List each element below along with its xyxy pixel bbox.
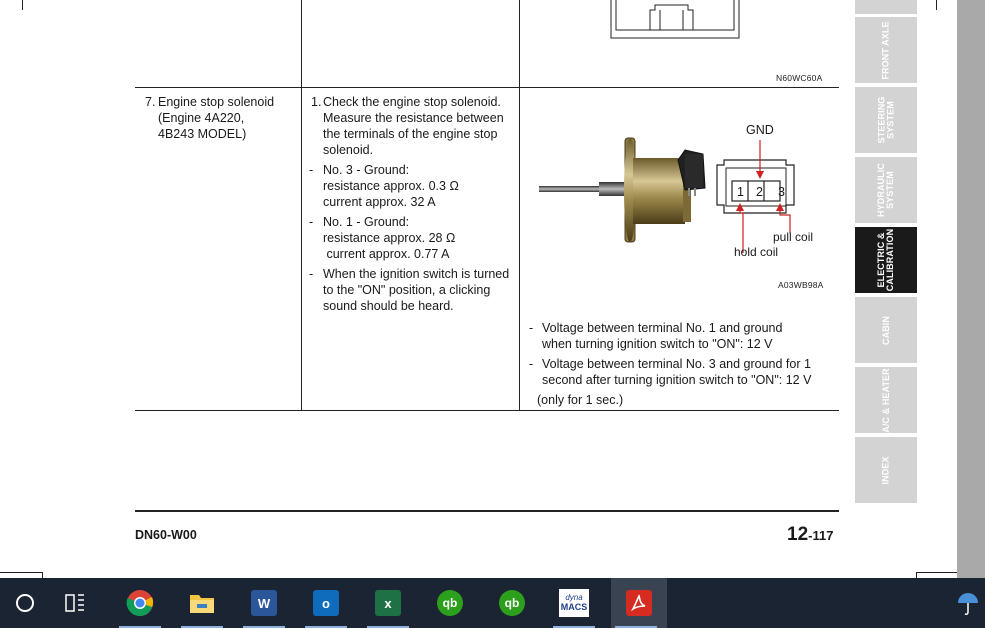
task-view-button[interactable] xyxy=(50,578,100,628)
table-divider xyxy=(519,0,520,411)
bullet-line: No. 3 - Ground: xyxy=(323,163,410,177)
step-number: 7. xyxy=(145,95,156,109)
file-explorer-icon xyxy=(188,590,216,616)
viewer-scroll-gutter[interactable] xyxy=(957,0,985,578)
item-line: Engine stop solenoid xyxy=(158,95,275,109)
footer-rule xyxy=(135,510,839,512)
taskbar-acrobat[interactable] xyxy=(611,578,667,628)
side-tab-cabin[interactable] xyxy=(855,297,917,363)
check-line: Check the engine stop solenoid. xyxy=(323,95,501,109)
bullet-line: resistance approx. 28 Ω xyxy=(323,231,456,245)
bullet-line: when turning ignition switch to "ON": 12 V xyxy=(542,337,773,351)
check-line: the terminals of the engine stop xyxy=(323,127,498,141)
side-tab-label: STEERING SYSTEM xyxy=(876,96,895,144)
check-line: Measure the resistance between xyxy=(323,111,504,125)
terminal-3-label: 3 xyxy=(778,185,785,199)
quickbooks-icon: qb xyxy=(437,590,463,616)
taskbar-dynamacs[interactable] xyxy=(549,578,599,628)
side-tab-label: INDEX xyxy=(880,455,891,485)
bullet-dash: - xyxy=(309,267,314,281)
connector-figure-top xyxy=(600,0,750,45)
dynamacs-icon xyxy=(559,589,589,617)
table-divider xyxy=(301,0,302,411)
bullet-line: resistance approx. 0.3 Ω xyxy=(323,179,459,193)
solenoid-photo xyxy=(535,130,715,245)
viewer-left-edge xyxy=(0,0,2,578)
bullet-line: sound should be heard. xyxy=(323,299,454,313)
item-line: 4B243 MODEL) xyxy=(158,127,247,141)
bullet-dash: - xyxy=(529,321,534,335)
check-line: solenoid. xyxy=(323,143,374,157)
task-view-icon xyxy=(64,592,86,614)
hold-coil-label: hold coil xyxy=(734,245,779,259)
taskbar-quickbooks[interactable] xyxy=(425,578,475,628)
page-major: 12 xyxy=(787,524,809,545)
terminal-1-label: 1 xyxy=(737,185,744,199)
footer-model: DN60-W00 xyxy=(135,528,197,542)
bullet-line: current approx. 32 A xyxy=(323,195,436,209)
figure-code: A03WB98A xyxy=(778,280,824,290)
bullet-line: current approx. 0.77 A xyxy=(323,247,450,261)
check-number: 1. xyxy=(311,95,322,109)
weather-icon xyxy=(955,590,981,616)
search-circle-icon xyxy=(14,592,36,614)
side-tab-label: ELECTRIC & CALIBRATION xyxy=(876,228,895,292)
bullet-dash: - xyxy=(529,357,534,371)
table-row-divider xyxy=(135,87,839,88)
crop-mark xyxy=(0,572,42,573)
outlook-icon: o xyxy=(313,590,339,616)
quickbooks-icon: qb xyxy=(499,590,525,616)
acrobat-icon xyxy=(626,590,652,616)
side-tab-label: CABIN xyxy=(880,315,891,345)
bullet-dash: - xyxy=(309,215,314,229)
bullet-line: No. 1 - Ground: xyxy=(323,215,410,229)
excel-icon: x xyxy=(375,590,401,616)
side-tab-label: HYDRAULIC SYSTEM xyxy=(876,163,895,217)
page-number xyxy=(787,524,833,546)
side-tab-label: A/C & HEATER xyxy=(880,367,891,433)
side-tab-steering-system[interactable] xyxy=(855,87,917,153)
side-tab-a-c-heater[interactable] xyxy=(855,367,917,433)
bullet-line: Voltage between terminal No. 1 and ground xyxy=(542,321,783,335)
dynamacs-top: dyna xyxy=(565,593,583,602)
bullet-line: second after turning ignition switch to "ON": 12 V xyxy=(542,373,812,387)
crop-mark xyxy=(916,572,957,573)
taskbar-outlook[interactable] xyxy=(301,578,351,628)
item-line: (Engine 4A220, xyxy=(158,111,245,125)
pull-coil-label: pull coil xyxy=(773,230,814,244)
bullet-line: When the ignition switch is turned xyxy=(323,267,510,281)
bullet-dash: - xyxy=(309,163,314,177)
side-tab-electric-calibration[interactable] xyxy=(855,227,917,293)
terminal-2-label: 2 xyxy=(756,185,763,199)
chrome-icon xyxy=(126,589,154,617)
page-minor: -117 xyxy=(808,528,834,543)
side-tab-hydraulic-system[interactable] xyxy=(855,157,917,223)
gnd-label: GND xyxy=(746,123,774,137)
taskbar-excel[interactable] xyxy=(363,578,413,628)
crop-mark xyxy=(22,0,23,10)
taskbar-file-explorer[interactable] xyxy=(177,578,227,628)
side-tab-front-axle[interactable] xyxy=(855,17,917,83)
word-icon: W xyxy=(251,590,277,616)
side-tab-index[interactable] xyxy=(855,437,917,503)
bullet-line: Voltage between terminal No. 3 and ground for 1 xyxy=(542,357,811,371)
voltage-note: (only for 1 sec.) xyxy=(537,393,624,407)
search-button[interactable] xyxy=(0,578,50,628)
crop-mark xyxy=(936,0,937,10)
dynamacs-bottom: MACS xyxy=(560,602,588,612)
taskbar-chrome[interactable] xyxy=(115,578,165,628)
figure-code: N60WC60A xyxy=(776,73,823,83)
side-tab-cropped[interactable] xyxy=(855,0,917,14)
taskbar-word[interactable] xyxy=(239,578,289,628)
weather-widget[interactable] xyxy=(950,578,985,628)
side-tab-label: FRONT AXLE xyxy=(880,20,891,80)
bullet-line: to the "ON" position, a clicking xyxy=(323,283,491,297)
table-bottom-rule xyxy=(135,410,839,411)
taskbar-quickbooks-2[interactable] xyxy=(487,578,537,628)
